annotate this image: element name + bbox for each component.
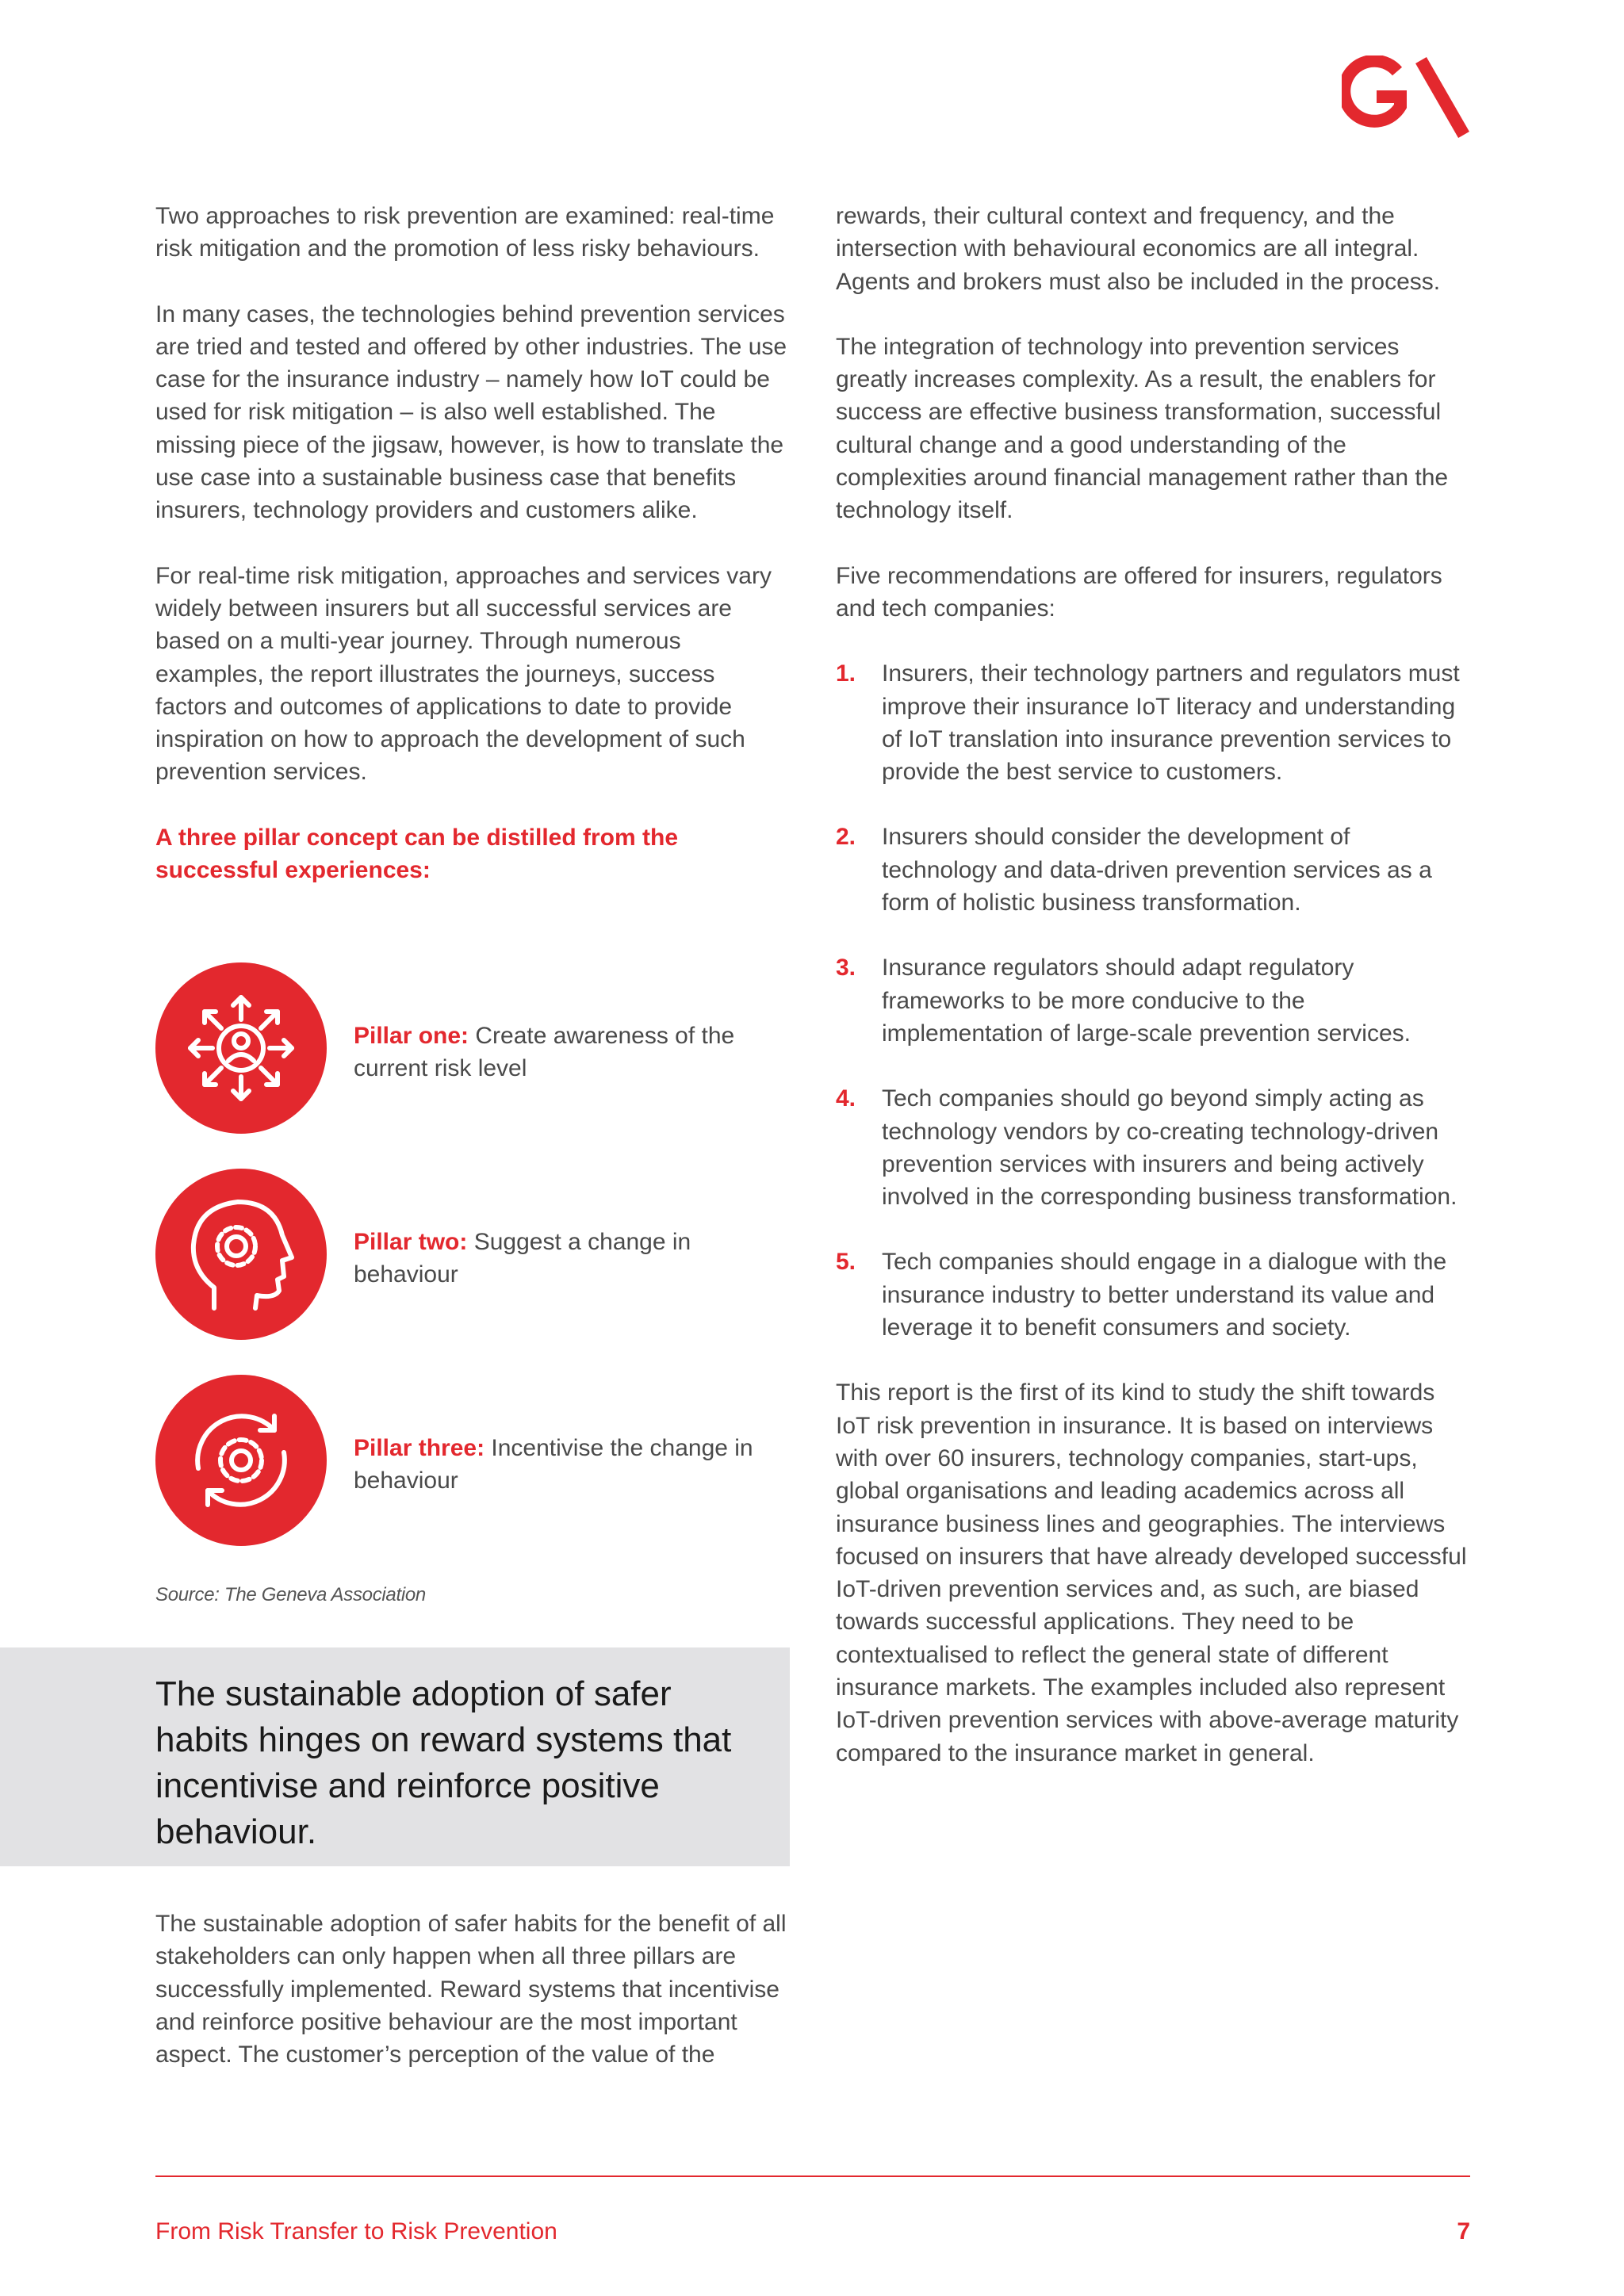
list-item [836, 821, 1470, 919]
list-item-text: Tech companies should engage in a dialogue with the insurance industry to better understand its value and leverage it to benefit consumers and society. [882, 1249, 1447, 1341]
page-number: 7 [1457, 2218, 1470, 2244]
technologies-paragraph: In many cases, the technologies behind prevention services are tried and tested and offered by other industries. The use case for the insurance industry – namely how IoT could be used for risk mitigation – is also well established. The missing piece of the jigsaw, however, is how to translate the use case into a sustainable business case that benefits insurers, technology providers and customers alike. [155, 300, 787, 524]
bottom-left-paragraph-container [155, 1908, 790, 2103]
cycle-gear-icon [155, 1375, 327, 1546]
intro-paragraph: Two approaches to risk prevention are examined: real-time risk mitigation and the promotion of less risky behaviours. [155, 203, 775, 262]
footer-title: From Risk Transfer to Risk Prevention [155, 2218, 557, 2244]
geneva-association-logo [1342, 55, 1470, 138]
list-item-number: 2. [836, 824, 856, 851]
pillar-one-text [354, 1020, 766, 1085]
pillar-three-description: Incentivise the change in behaviour [354, 1435, 753, 1494]
integration-paragraph: The integration of technology into prevention services greatly increases complexity. As a result, the enablers for success are effective business transformation, successful cultural change and a good understanding of the complexities around financial management rather than the technology itself. [836, 333, 1449, 524]
left-column [155, 200, 790, 919]
reward-systems-paragraph: The sustainable adoption of safer habits for the benefit of all stakeholders can only happen when all three pillars are successfully implemented. Reward systems that incentivise and reinforce positive behaviour are the most important aspect. The customer’s perception of the value of the [155, 1911, 787, 2068]
pillar-one [155, 962, 790, 1134]
list-item-number: 1. [836, 660, 856, 687]
list-item [836, 1246, 1470, 1344]
list-item [836, 657, 1470, 788]
right-column [836, 200, 1470, 1802]
rewards-paragraph: rewards, their cultural context and frequency, and the intersection with behavioural economics are all integral. Agents and brokers must also be included in the process. [836, 203, 1441, 295]
list-item-number: 4. [836, 1085, 856, 1112]
list-item [836, 951, 1470, 1050]
list-item-text: Insurance regulators should adapt regulatory frameworks to be more conducive to the implementation of large-scale prevention services. [882, 955, 1411, 1047]
pillar-three-title: Pillar three: [354, 1435, 485, 1461]
pillar-three-text [354, 1432, 766, 1498]
list-item-text: Tech companies should go beyond simply acting as technology vendors by co-creating technology-driven prevention services with insurers and being actively involved in the corresponding business transformation. [882, 1085, 1457, 1211]
pillar-two-text [354, 1226, 766, 1292]
list-item [836, 1082, 1470, 1213]
closing-paragraph: This report is the first of its kind to study the shift towards IoT risk prevention in insurance. It is based on interviews with over 60 insurers, technology companies, start-ups, global organisations and leading academics across all insurance business lines and geographies. The interviews focused on insurers that have already developed successful IoT-driven prevention services and, as such, are biased towards successful applications. They need to be contextualised to reflect the general state of different insurance markets. The examples included also represent IoT-driven prevention services with above-average maturity compared to the insurance market in general. [836, 1380, 1467, 1766]
person-arrows-icon [155, 962, 327, 1134]
pillar-one-description: Create awareness of the current risk level [354, 1023, 735, 1082]
pillar-two-description: Suggest a change in behaviour [354, 1229, 691, 1288]
recommendations-list [836, 657, 1470, 1344]
pillar-lead: A three pillar concept can be distilled from the successful experiences: [155, 824, 679, 884]
list-item-text: Insurers, their technology partners and regulators must improve their insurance IoT literacy and understanding of IoT translation into insurance prevention services to provide the best service to customers. [882, 660, 1460, 786]
list-item-number: 5. [836, 1249, 856, 1276]
list-item-number: 3. [836, 955, 856, 982]
mitigation-paragraph: For real-time risk mitigation, approaches and services vary widely between insurers but all successful services are based on a multi-year journey. Through numerous examples, the report illustrates the journeys, success factors and outcomes of applications to date to provide inspiration on how to approach the development of such prevention services. [155, 562, 772, 786]
pillar-one-title: Pillar one: [354, 1023, 469, 1049]
list-item-text: Insurers should consider the development of technology and data-driven prevention services as a form of holistic business transformation. [882, 824, 1432, 916]
footer-divider [155, 2175, 1470, 2177]
pillar-three [155, 1375, 790, 1546]
head-gear-icon [155, 1169, 327, 1340]
recommendations-intro: Five recommendations are offered for insurers, regulators and tech companies: [836, 562, 1442, 622]
source-note: Source: The Geneva Association [155, 1584, 426, 1605]
pull-quote: The sustainable adoption of safer habits hinges on reward systems that incentivise and reinforce positive behaviour. [155, 1674, 732, 1851]
pillar-two [155, 1169, 790, 1340]
pillar-two-title: Pillar two: [354, 1229, 468, 1255]
pull-quote-box [0, 1647, 790, 1866]
